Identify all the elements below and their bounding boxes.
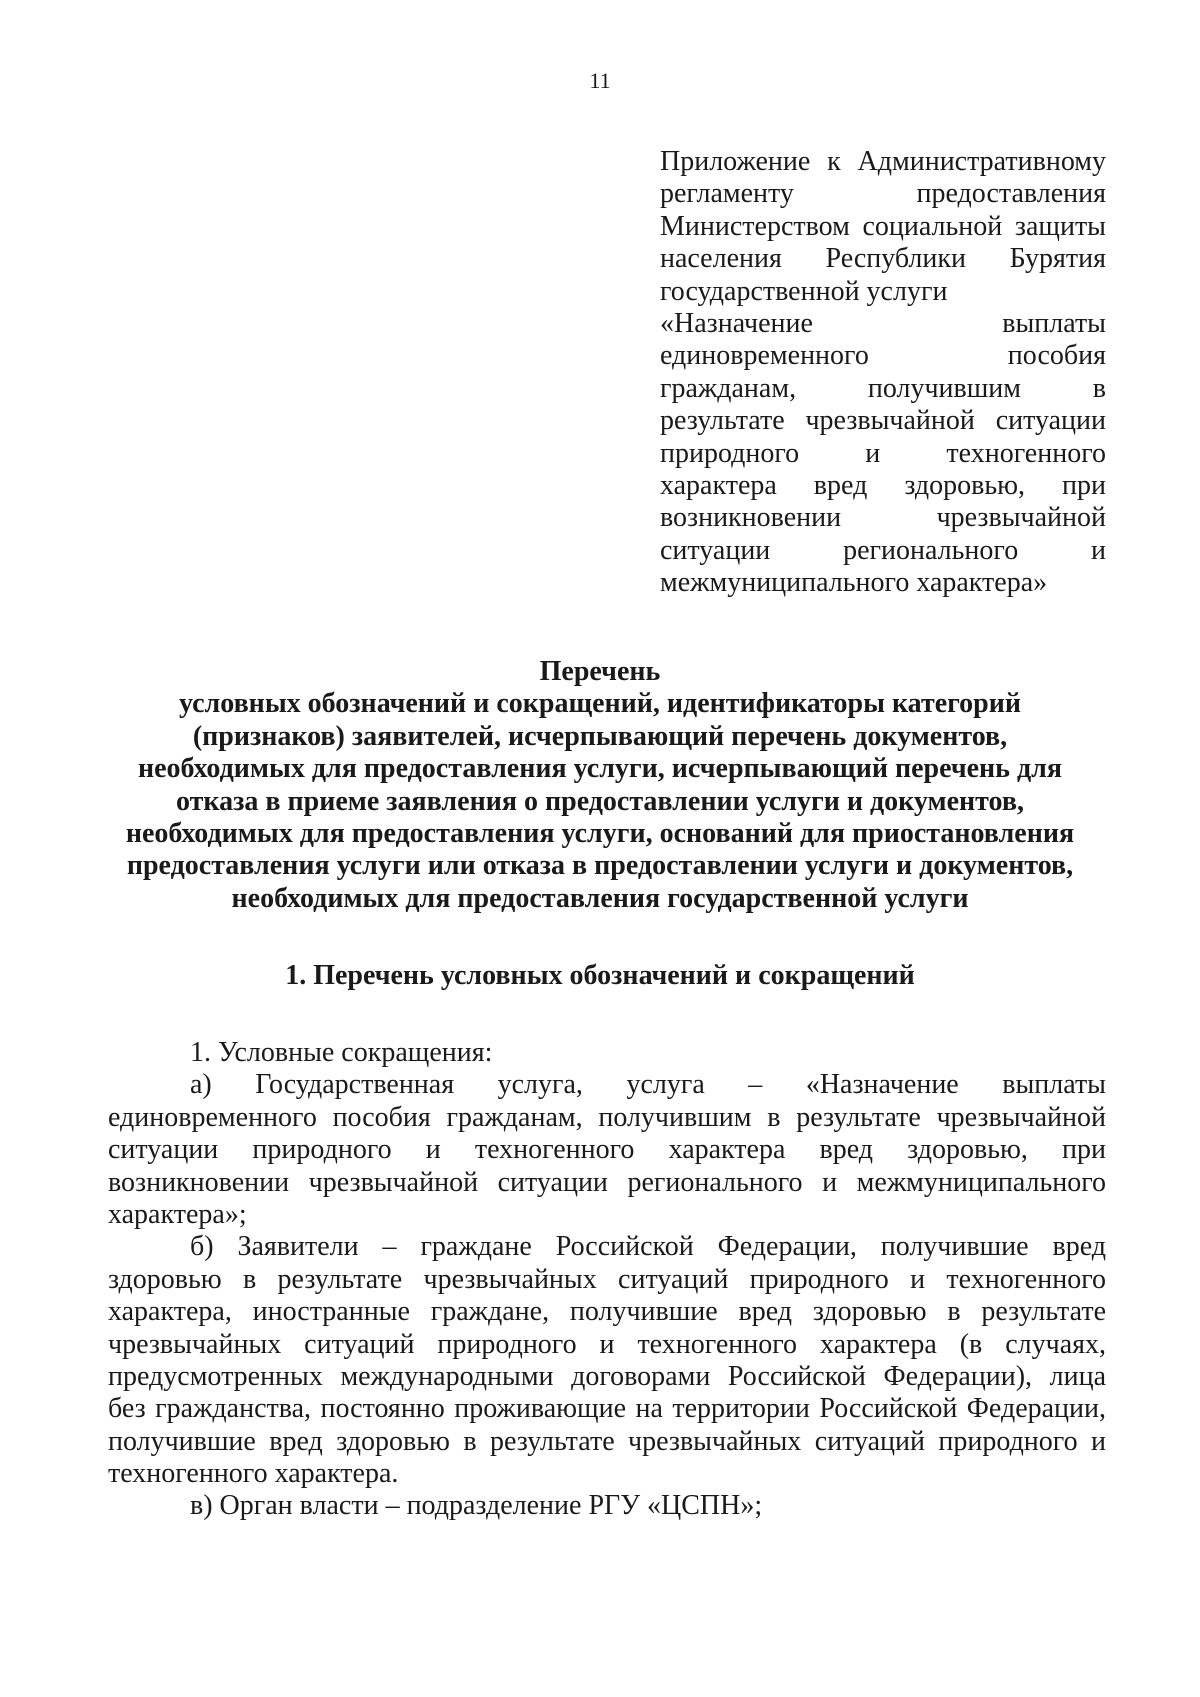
body-line: получившие вред здоровью в результате чрезвычайных ситуаций природного и xyxy=(108,1425,1106,1457)
body-line: б) Заявители – граждане Российской Федерации, получившие вред xyxy=(190,1231,1106,1263)
body-line: без гражданства, постоянно проживающие на территории Российской Федерации, xyxy=(108,1393,1106,1425)
body-line: а) Государственная услуга, услуга – «Назначение выплаты xyxy=(190,1069,1106,1101)
body-line: возникновении чрезвычайной ситуации регионального и межмуниципального xyxy=(108,1166,1106,1198)
section-title: 1. Перечень условных обозначений и сокращений xyxy=(285,960,915,991)
appendix-line: гражданам, получившим в xyxy=(660,372,1106,404)
heading-line: условных обозначений и сокращений, идентификаторы категорий xyxy=(178,688,1021,720)
appendix-line: характера вред здоровью, при xyxy=(660,469,1106,501)
heading-line: предоставления услуги или отказа в предоставлении услуги и документов, xyxy=(126,850,1074,882)
appendix-line: государственной услуги xyxy=(660,275,948,307)
heading-line: (признаков) заявителей, исчерпывающий перечень документов, xyxy=(192,720,1008,752)
heading-line: необходимых для предоставления государственной услуги xyxy=(231,882,969,914)
appendix-line: Министерством социальной защиты xyxy=(660,210,1106,242)
appendix-line: регламенту предоставления xyxy=(660,178,1106,210)
body-line: характера»; xyxy=(108,1198,247,1230)
body-line: здоровью в результате чрезвычайных ситуаций природного и техногенного xyxy=(108,1263,1106,1295)
appendix-line: природного и техногенного xyxy=(660,437,1106,469)
body-line: в) Орган власти – подразделение РГУ «ЦСПН»; xyxy=(190,1490,763,1522)
body-line: предусмотренных международными договорами Российской Федерации), лица xyxy=(108,1360,1106,1392)
heading-title: Перечень xyxy=(539,656,661,687)
appendix-line: «Назначение выплаты xyxy=(660,307,1106,339)
appendix-block xyxy=(660,146,1106,599)
appendix-line: единовременного пособия xyxy=(660,340,1106,372)
appendix-line: возникновении чрезвычайной xyxy=(660,502,1106,534)
appendix-line: населения Республики Бурятия xyxy=(660,243,1106,275)
document-heading xyxy=(90,656,1110,915)
appendix-line: Приложение к Административному xyxy=(660,146,1106,177)
body-text xyxy=(108,1037,1106,1523)
heading-line: необходимых для предоставления услуги, исчерпывающий перечень для xyxy=(138,753,1062,785)
appendix-line: межмуниципального характера» xyxy=(660,567,1048,599)
body-line: техногенного характера. xyxy=(108,1458,399,1490)
body-line: чрезвычайных ситуаций природного и техногенного характера (в случаях, xyxy=(108,1328,1106,1360)
heading-line: отказа в приеме заявления о предоставлении услуги и документов, xyxy=(176,785,1024,817)
body-line: характера, иностранные граждане, получившие вред здоровью в результате xyxy=(108,1296,1106,1328)
heading-line: необходимых для предоставления услуги, оснований для приостановления xyxy=(125,818,1075,850)
appendix-line: результате чрезвычайной ситуации xyxy=(660,405,1106,437)
body-line: единовременного пособия гражданам, получившим в результате чрезвычайной xyxy=(108,1101,1106,1133)
page-number: 11 xyxy=(589,68,611,93)
body-line: 1. Условные сокращения: xyxy=(190,1037,493,1068)
body-line: ситуации природного и техногенного характера вред здоровью, при xyxy=(108,1134,1106,1166)
appendix-line: ситуации регионального и xyxy=(660,534,1106,566)
